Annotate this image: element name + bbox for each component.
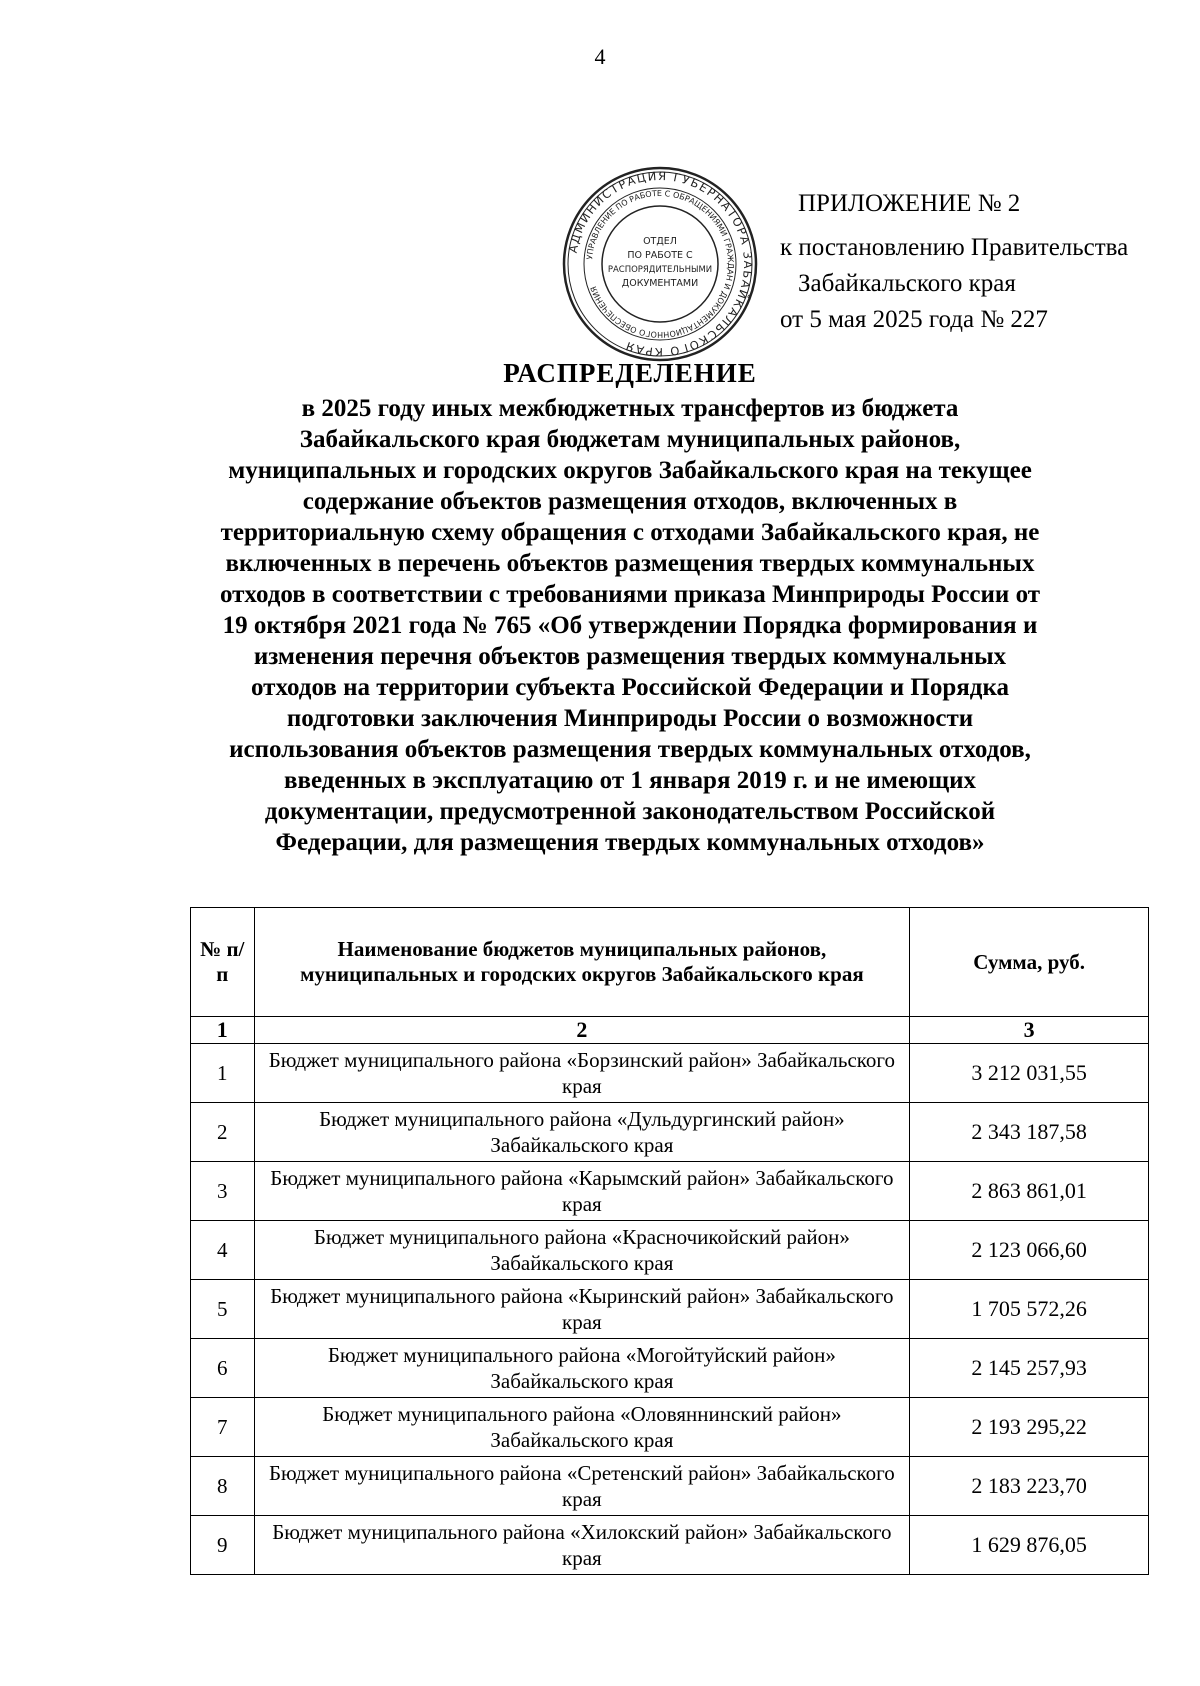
table-row — [191, 1457, 1149, 1516]
row-number: 4 — [191, 1221, 255, 1280]
subtitle-line: отходов в соответствии с требованиями приказа Минприроды России от — [219, 581, 1041, 608]
table-header-row — [191, 908, 1149, 1017]
table-row — [191, 1103, 1149, 1162]
column-number: 3 — [910, 1017, 1149, 1044]
appendix-title: ПРИЛОЖЕНИЕ № 2 — [798, 190, 1021, 217]
row-budget-name: Бюджет муниципального района «Карымский район» Забайкальского края — [254, 1162, 910, 1221]
row-number: 6 — [191, 1339, 255, 1398]
appendix-resolution: к постановлению Правительства — [780, 234, 1129, 261]
stamp-line-4: ДОКУМЕНТАМИ — [621, 278, 699, 289]
row-sum: 2 863 861,01 — [910, 1162, 1149, 1221]
stamp-ring-text: АДМИНИСТРАЦИЯ ГУБЕРНАТОРА ЗАБАЙКАЛЬСКОГО КРАЯ — [565, 168, 756, 360]
row-budget-name: Бюджет муниципального района «Хилокский район» Забайкальского края — [254, 1516, 910, 1575]
row-budget-name: Бюджет муниципального района «Оловяннинский район» Забайкальского края — [254, 1398, 910, 1457]
subtitle-line: муниципальных и городских округов Забайкальского края на текущее — [228, 457, 1032, 484]
header-sum: Сумма, руб. — [910, 908, 1149, 1017]
row-number: 9 — [191, 1516, 255, 1575]
row-sum: 3 212 031,55 — [910, 1044, 1149, 1103]
row-budget-name: Бюджет муниципального района «Кыринский район» Забайкальского края — [254, 1280, 910, 1339]
column-number: 2 — [254, 1017, 910, 1044]
table-row — [191, 1280, 1149, 1339]
official-seal-stamp — [560, 164, 760, 364]
row-sum: 2 123 066,60 — [910, 1221, 1149, 1280]
header-name: Наименование бюджетов муниципальных районов, муниципальных и городских округов Забайкальского края — [254, 908, 910, 1017]
row-sum: 1 629 876,05 — [910, 1516, 1149, 1575]
table-row — [191, 1162, 1149, 1221]
appendix-region: Забайкальского края — [798, 270, 1016, 297]
title-subtitle — [190, 393, 1070, 858]
subtitle-line: Забайкальского края бюджетам муниципальных районов, — [299, 426, 961, 453]
distribution-table — [190, 907, 1149, 1575]
stamp-line-2: ПО РАБОТЕ С — [627, 250, 693, 261]
row-sum: 1 705 572,26 — [910, 1280, 1149, 1339]
subtitle-line: использования объектов размещения твердых коммунальных отходов, — [229, 736, 1031, 763]
column-number-row — [191, 1017, 1149, 1044]
header-num: № п/п — [191, 908, 255, 1017]
row-budget-name: Бюджет муниципального района «Борзинский район» Забайкальского края — [254, 1044, 910, 1103]
table-row — [191, 1516, 1149, 1575]
row-budget-name: Бюджет муниципального района «Сретенский район» Забайкальского края — [254, 1457, 910, 1516]
row-sum: 2 193 295,22 — [910, 1398, 1149, 1457]
table-row — [191, 1339, 1149, 1398]
row-number: 7 — [191, 1398, 255, 1457]
subtitle-line: изменения перечня объектов размещения твердых коммунальных — [253, 643, 1007, 670]
subtitle-line: Федерации, для размещения твердых коммунальных отходов» — [275, 829, 985, 856]
row-number: 1 — [191, 1044, 255, 1103]
subtitle-line: документации, предусмотренной законодательством Российской — [264, 798, 996, 825]
column-number: 1 — [191, 1017, 255, 1044]
stamp-inner-ring-text: УПРАВЛЕНИЕ ПО РАБОТЕ С ОБРАЩЕНИЯМИ ГРАЖДАН И ДОКУМЕНТАЦИОННОГО ОБЕСПЕЧЕНИЯ — [585, 188, 736, 340]
row-budget-name: Бюджет муниципального района «Могойтуйский район» Забайкальского края — [254, 1339, 910, 1398]
subtitle-line: отходов на территории субъекта Российской Федерации и Порядка — [251, 674, 1009, 701]
row-sum: 2 145 257,93 — [910, 1339, 1149, 1398]
row-number: 5 — [191, 1280, 255, 1339]
row-number: 8 — [191, 1457, 255, 1516]
svg-text:УПРАВЛЕНИЕ ПО РАБОТЕ С ОБРАЩЕН — [585, 189, 735, 339]
table-row — [191, 1221, 1149, 1280]
row-sum: 2 343 187,58 — [910, 1103, 1149, 1162]
subtitle-line: содержание объектов размещения отходов, включенных в — [302, 488, 958, 515]
subtitle-line: подготовки заключения Минприроды России о возможности — [286, 705, 974, 732]
stamp-line-1: ОТДЕЛ — [643, 236, 677, 247]
stamp-line-3: РАСПОРЯДИТЕЛЬНЫМИ — [607, 265, 713, 275]
row-sum: 2 183 223,70 — [910, 1457, 1149, 1516]
row-budget-name: Бюджет муниципального района «Красночикойский район» Забайкальского края — [254, 1221, 910, 1280]
row-number: 3 — [191, 1162, 255, 1221]
row-budget-name: Бюджет муниципального района «Дульдургинский район» Забайкальского края — [254, 1103, 910, 1162]
subtitle-line: введенных в эксплуатацию от 1 января 2019 г. и не имеющих — [283, 767, 977, 794]
subtitle-line: территориальную схему обращения с отходами Забайкальского края, не — [220, 519, 1040, 546]
title-heading: РАСПРЕДЕЛЕНИЕ — [503, 358, 757, 388]
table-row — [191, 1398, 1149, 1457]
subtitle-line: в 2025 году иных межбюджетных трансфертов из бюджета — [301, 395, 959, 422]
document-title — [190, 358, 1070, 858]
row-number: 2 — [191, 1103, 255, 1162]
appendix-block — [780, 186, 1160, 338]
table-row — [191, 1044, 1149, 1103]
appendix-date-number: от 5 мая 2025 года № 227 — [780, 306, 1048, 333]
subtitle-line: включенных в перечень объектов размещения твердых коммунальных — [225, 550, 1035, 577]
subtitle-line: 19 октября 2021 года № 765 «Об утверждении Порядка формирования и — [222, 612, 1038, 639]
page-number: 4 — [594, 44, 606, 69]
